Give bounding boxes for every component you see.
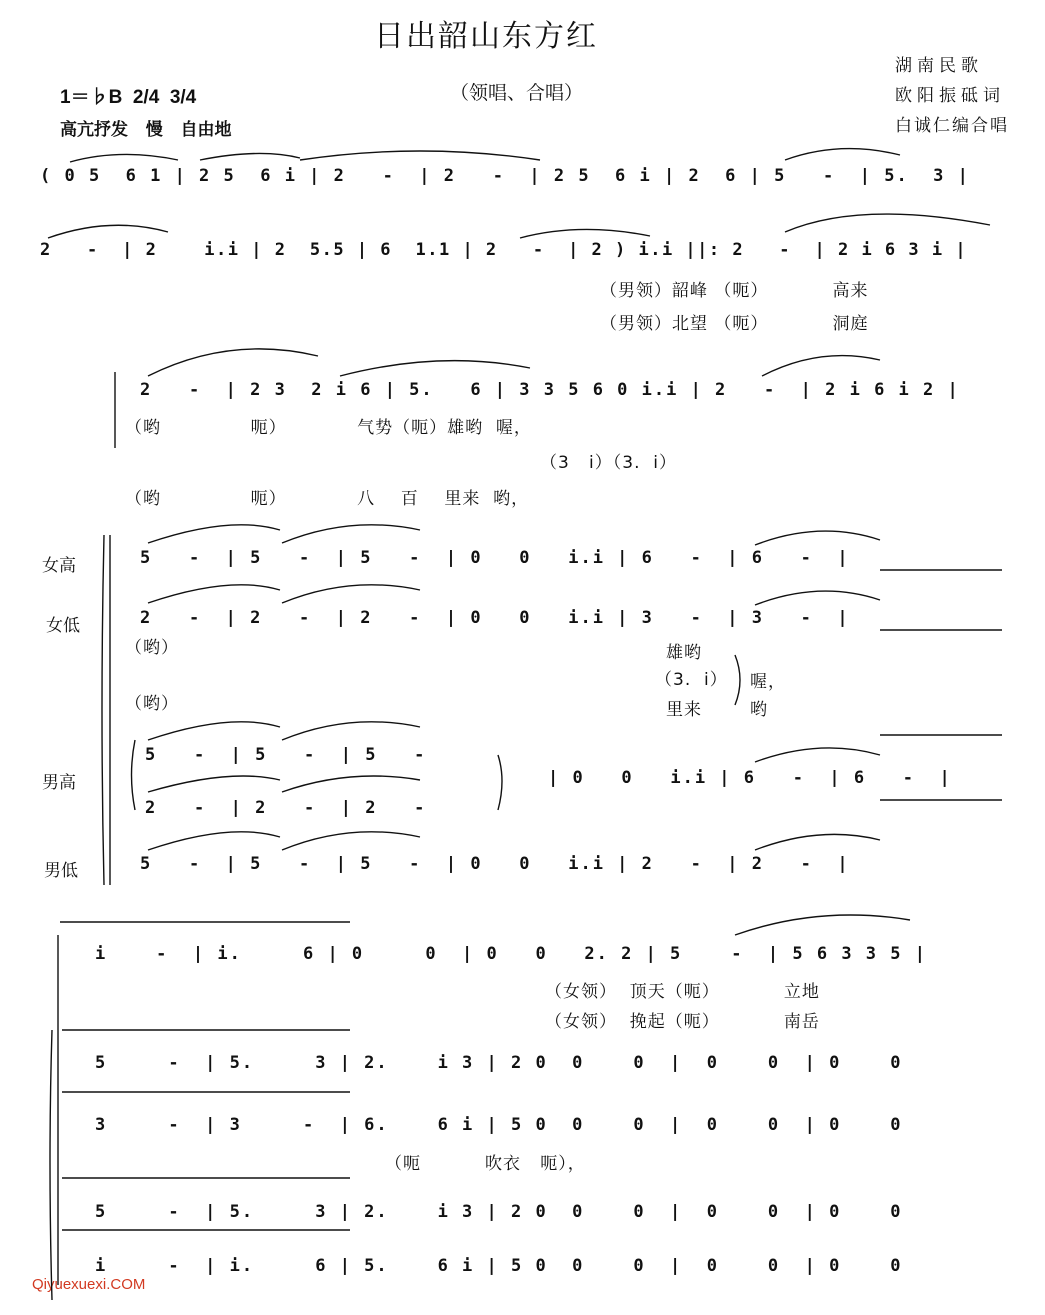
part-label-alto: 女低 <box>46 616 80 636</box>
system3-lyric-3: （哟 呃） 八 百 里来 哟， <box>125 489 530 509</box>
part-label-bass: 男低 <box>44 861 78 881</box>
tenor-notes-lower: 2 - | 2 - | 2 - <box>145 798 427 818</box>
system4-row-1: 5 - | 5. 3 | 2. i 3 | 2 0 0 0 | 0 0 | 0 0 <box>95 1053 903 1073</box>
system4-choir-lyric: （呃 吹衣 呃）， <box>385 1154 586 1174</box>
bass-notes: 5 - | 5 - | 5 - | 0 0 i.i | 2 - | 2 - | <box>140 854 850 874</box>
system3-lead-notes: 2 - | 2 3 2 i 6 | 5. 6 | 3 3 5 6 0 i.i | 2 - | 2 i 6 i 2 | <box>140 380 960 400</box>
choir-lyric-yo-2: （哟） <box>125 694 179 714</box>
tenor-notes-continued: | 0 0 i.i | 6 - | 6 - | <box>548 768 952 788</box>
site-watermark: Qiyuexuexi.COM <box>32 1276 146 1293</box>
song-title: 日出韶山东方红 <box>374 19 598 54</box>
choir-lyric-bracket: （3. i） <box>655 670 728 690</box>
system4-row-3: 5 - | 5. 3 | 2. i 3 | 2 0 0 0 | 0 0 | 0 0 <box>95 1202 903 1222</box>
tempo-marking: 高亢抒发 慢 自由地 <box>60 120 232 140</box>
choir-lyric-yo-1: （哟） <box>125 638 179 658</box>
alto-notes: 2 - | 2 - | 2 - | 0 0 i.i | 3 - | 3 - | <box>140 608 850 628</box>
part-label-soprano: 女高 <box>42 556 76 576</box>
credit-lyricist: 欧阳振砥词 <box>895 86 1005 106</box>
system3-lyric-2: （3 i）（3. i） <box>540 453 678 473</box>
tenor-notes-upper: 5 - | 5 - | 5 - <box>145 745 427 765</box>
system2-lyric-2: （男领）北望 （呃） 洞庭 <box>600 314 869 334</box>
part-label-tenor: 男高 <box>42 773 76 793</box>
system4-row-4: i - | i. 6 | 5. 6 i | 5 0 0 0 | 0 0 | 0 0 <box>95 1256 903 1276</box>
choir-lyric-xiongyo: 雄哟 <box>666 643 702 663</box>
system1-notes: ( 0 5 6 1 | 2 5 6 i | 2 - | 2 - | 2 5 6 i | 2 6 | 5 - | 5. 3 | <box>40 166 970 186</box>
system4-lyric-1: （女领） 顶天（呃） 立地 <box>545 982 820 1002</box>
system3-lyric-1: （哟 呃） 气势（呃）雄哟 喔， <box>125 418 532 438</box>
choir-lyric-yo-3: 哟 <box>750 700 768 720</box>
choir-lyric-wo: 喔， <box>750 672 786 692</box>
choir-lyric-lilai: 里来 <box>666 700 702 720</box>
key-signature: 1＝♭B 2/4 3/4 <box>60 87 197 108</box>
system4-row-2: 3 - | 3 - | 6. 6 i | 5 0 0 0 | 0 0 | 0 0 <box>95 1115 903 1135</box>
credit-origin: 湖南民歌 <box>895 56 983 76</box>
system4-lead-notes: i - | i. 6 | 0 0 | 0 0 2. 2 | 5 - | 5 6 3 3 5 | <box>95 944 927 964</box>
song-subtitle: （领唱、合唱） <box>450 82 584 104</box>
system2-lyric-1: （男领）韶峰 （呃） 高来 <box>600 281 869 301</box>
system4-lyric-2: （女领） 挽起（呃） 南岳 <box>545 1012 820 1032</box>
system2-notes: 2 - | 2 i.i | 2 5.5 | 6 1.1 | 2 - | 2 ) i.i ||: 2 - | 2 i 6 3 i | <box>40 240 968 260</box>
soprano-notes: 5 - | 5 - | 5 - | 0 0 i.i | 6 - | 6 - | <box>140 548 850 568</box>
credit-arranger: 白诚仁编合唱 <box>895 116 1009 136</box>
